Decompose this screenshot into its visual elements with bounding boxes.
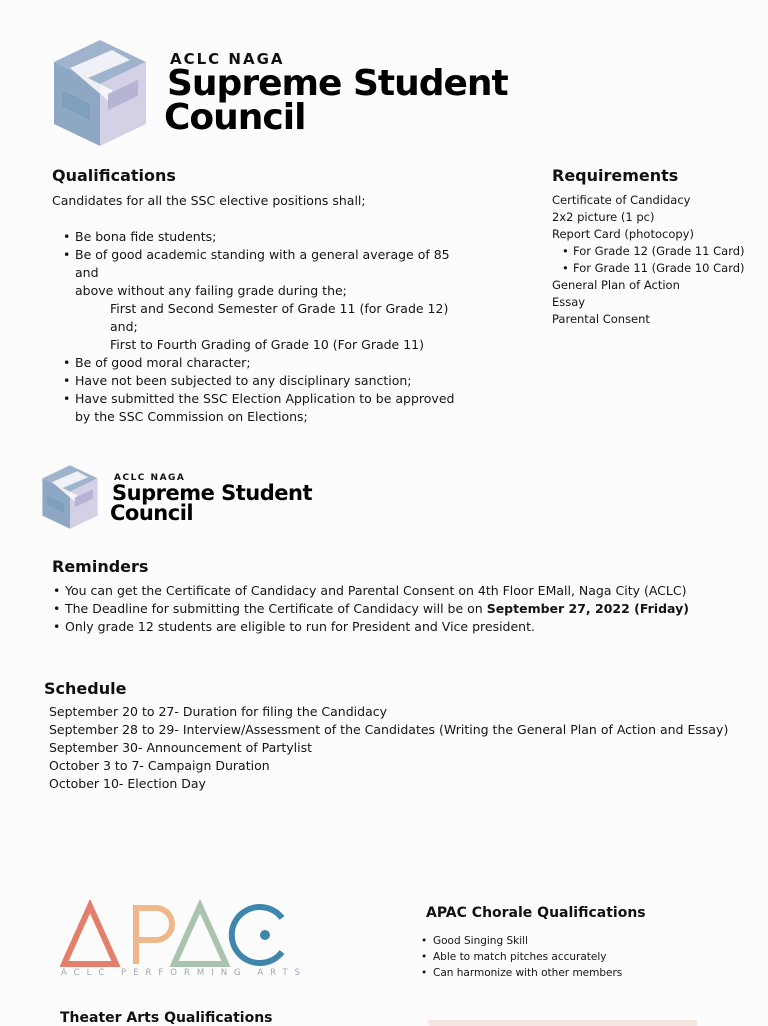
list-item: General Plan of Action bbox=[552, 278, 680, 292]
ssc-logo-mark bbox=[50, 38, 150, 148]
reminders-title: Reminders bbox=[52, 557, 149, 576]
list-item: • Can harmonize with other members bbox=[433, 965, 733, 981]
list-item: October 3 to 7- Campaign Duration bbox=[49, 758, 270, 773]
apac-chorale-title: APAC Chorale Qualifications bbox=[426, 905, 646, 921]
apac-chorale-list bbox=[433, 933, 733, 981]
apac-tagline: ACLC PERFORMING ARTS bbox=[61, 968, 308, 978]
list-item: • Be bona fide students; bbox=[75, 228, 475, 246]
qualifications-title: Qualifications bbox=[52, 166, 176, 185]
logo-title-line1-2: Supreme Student bbox=[112, 481, 313, 505]
requirements-list bbox=[552, 192, 762, 328]
list-item: Report Card (photocopy) bbox=[552, 227, 694, 241]
list-item: • Be of good moral character; bbox=[75, 354, 475, 372]
requirements-title: Requirements bbox=[552, 166, 679, 185]
list-item: Essay bbox=[552, 295, 586, 309]
ssc-logo-mark-small bbox=[40, 464, 100, 530]
list-item: • The Deadline for submitting the Certificate of Candidacy will be on September 27, 2022 (Friday) bbox=[65, 600, 755, 618]
deadline-date: September 27, 2022 (Friday) bbox=[486, 601, 689, 616]
list-item: • Only grade 12 students are eligible to run for President and Vice president. bbox=[65, 618, 755, 636]
list-item: 2x2 picture (1 pc) bbox=[552, 210, 655, 224]
logo-title-line2-2: Council bbox=[110, 501, 194, 525]
theater-arts-title: Theater Arts Qualifications bbox=[60, 1010, 273, 1026]
list-item: • For Grade 11 (Grade 10 Card) bbox=[562, 261, 745, 275]
list-item: • Able to match pitches accurately bbox=[433, 949, 733, 965]
logo-title-line1: Supreme Student bbox=[167, 63, 508, 104]
list-item: • Have not been subjected to any disciplinary sanction; bbox=[75, 372, 475, 390]
list-item: • You can get the Certificate of Candidacy and Parental Consent on 4th Floor EMall, Naga City (ACLC) bbox=[65, 582, 755, 600]
reminders-list bbox=[65, 582, 755, 636]
list-item: • Good Singing Skill bbox=[433, 933, 733, 949]
logo-small-label-2: ACLC NAGA bbox=[114, 473, 186, 483]
list-item: September 20 to 27- Duration for filing the Candidacy bbox=[49, 704, 388, 719]
decorative-bar bbox=[428, 1020, 698, 1026]
list-item: October 10- Election Day bbox=[49, 776, 206, 791]
apac-logo-mark bbox=[60, 900, 290, 970]
schedule-list bbox=[49, 703, 759, 793]
list-item: Parental Consent bbox=[552, 312, 650, 326]
list-item: September 28 to 29- Interview/Assessment of the Candidates (Writing the General Plan of Action and Essay) bbox=[49, 722, 729, 737]
schedule-title: Schedule bbox=[44, 679, 127, 698]
qualifications-list bbox=[75, 228, 475, 426]
logo-small-label: ACLC NAGA bbox=[170, 50, 285, 68]
list-item: • Be of good academic standing with a general average of 85 and above without any failing grade during the; First and Second Semester of Grade 11 (for Grade 12) and; First to Fourth Grading of Grade 10 (For Grade 11) bbox=[75, 246, 475, 354]
list-item: Certificate of Candidacy bbox=[552, 193, 691, 207]
list-item: • Have submitted the SSC Election Application to be approved by the SSC Commission on Elections; bbox=[75, 390, 475, 426]
logo-title-line2: Council bbox=[164, 97, 306, 138]
list-item: • For Grade 12 (Grade 11 Card) bbox=[562, 244, 745, 258]
list-item: September 30- Announcement of Partylist bbox=[49, 740, 313, 755]
qualifications-intro: Candidates for all the SSC elective positions shall; bbox=[52, 193, 366, 208]
